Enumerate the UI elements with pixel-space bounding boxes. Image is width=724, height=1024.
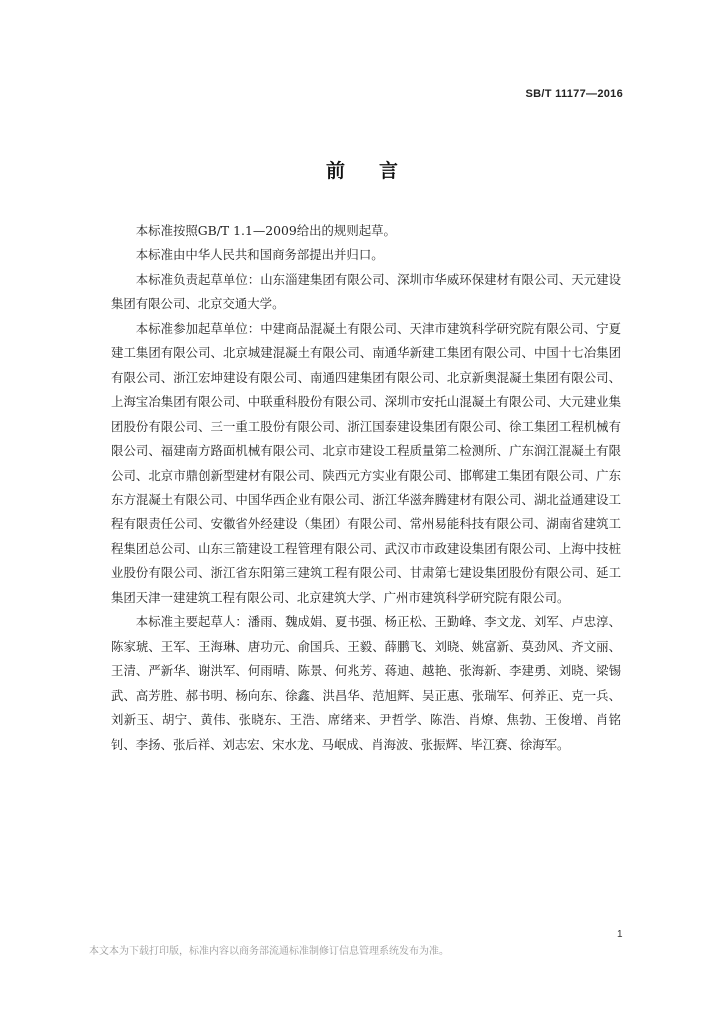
paragraph-drafting-rules: 本标准按照GB/T 1.1—2009给出的规则起草。: [135, 223, 396, 238]
standard-number: SB/T 11177—2016: [525, 88, 623, 100]
paragraph-proposer: 本标准由中华人民共和国商务部提出并归口。: [135, 247, 384, 263]
paragraph-participating-drafters: 本标准参加起草单位：中建商品混凝土有限公司、天津市建筑科学研究院有限公司、宁夏建工集团有限公司、北京城建混凝土有限公司、南通华新建工集团有限公司、中国十七冶集团有限公司、浙江宏坤建设有限公司、南通四建集团有限公司、北京新奥混凝土集团有限公司、上海宝冶集团有限公司、中联重科股份有限公司、深圳市安托山混凝土有限公司、大元建业集团股份有限公司、三一重工股份有限公司、浙江国泰建设集团有限公司、徐工集团工程机械有限公司、福建南方路面机械有限公司、北京市建设工程质量第二检测所、广东润江混凝土有限公司、北京市鼎创新型建材有限公司、陕西元方实业有限公司、邯郸建工集团有限公司、广东东方混凝土有限公司、中国华西企业有限公司、浙江华滋奔腾建材有限公司、湖北益通建设工程有限责任公司、安徽省外经建设（集团）有限公司、常州易能科技有限公司、湖南省建筑工程集团总公司、山东三箭建设工程管理有限公司、武汉市市政建设集团有限公司、上海中技桩业股份有限公司、浙江省东阳第三建筑工程有限公司、甘肃第七建设集团股份有限公司、延工集团天津一建建筑工程有限公司、北京建筑大学、广州市建筑科学研究院有限公司。: [111, 320, 621, 605]
paragraph-responsible-drafters: 本标准负责起草单位：山东淄建集团有限公司、深圳市华威环保建材有限公司、天元建设集团有限公司、北京交通大学。: [111, 271, 621, 312]
page-title: 前言: [325, 160, 432, 182]
footer-note: 本文本为下载打印版，标准内容以商务部流通标准制修订信息管理系统发布为准。: [89, 946, 449, 957]
foreword-body: [111, 219, 621, 757]
paragraph-main-drafters: 本标准主要起草人：潘雨、魏成娟、夏书强、杨正松、王勤峰、李文龙、刘军、卢忠淳、陈家琥、王军、王海琳、唐功元、俞国兵、王毅、薛鹏飞、刘晓、姚富新、莫劲风、齐文丽、王清、严新华、谢洪军、何雨晴、陈景、何兆芳、蒋迪、越艳、张海新、李建勇、刘晓、梁锡武、高芳胜、郝书明、杨向东、徐鑫、洪昌华、范旭辉、吴正惠、张瑞军、何养正、克一兵、刘新玉、胡宁、黄伟、张晓东、王浩、席绪来、尹哲学、陈浩、肖燎、焦勃、王俊增、肖铭钊、李扬、张后祥、刘志宏、宋水龙、马岷成、肖海波、张振辉、毕江赛、徐海军。: [111, 614, 621, 752]
page-number: 1: [617, 929, 623, 940]
